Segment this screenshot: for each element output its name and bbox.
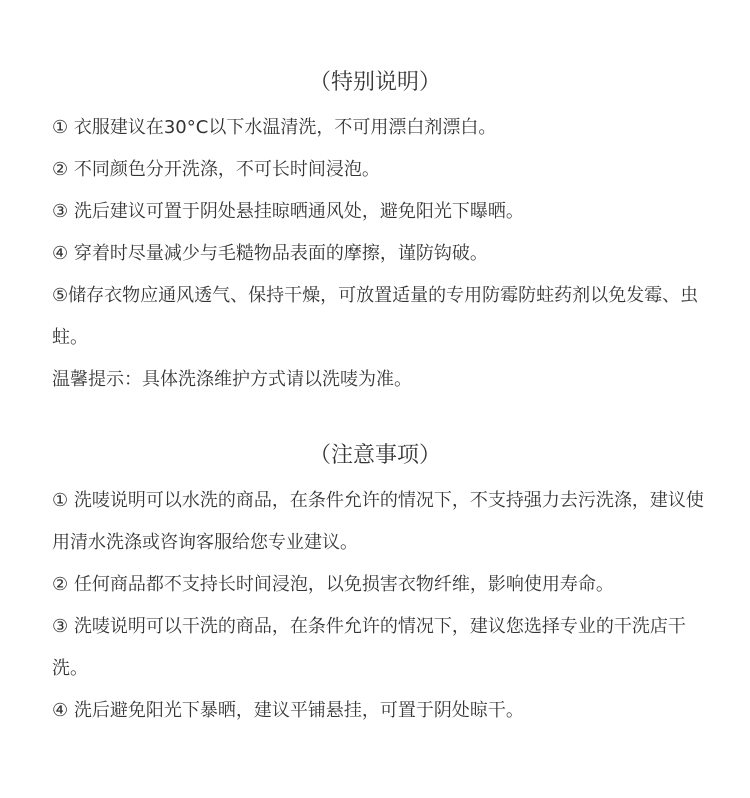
special-item-3: ③ 洗后建议可置于阴处悬挂晾晒通风处，避免阳光下曝晒。 (52, 201, 524, 222)
notice-item-2: ② 任何商品都不支持长时间浸泡，以免损害衣物纤维，影响使用寿命。 (52, 574, 614, 595)
warm-tip: 温馨提示：具体洗涤维护方式请以洗唛为准。 (52, 369, 412, 390)
notice-item-3: ③ 洗唛说明可以干洗的商品，在条件允许的情况下，建议您选择专业的干洗店干洗。 (52, 616, 686, 679)
notice-title: （注意事项） (308, 443, 441, 468)
special-item-2: ② 不同颜色分开洗涤，不可长时间浸泡。 (52, 159, 380, 180)
notice-list (0, 480, 750, 732)
special-instructions-section (0, 68, 750, 401)
special-instructions-title: （特别说明） (308, 70, 441, 95)
special-instructions-list (0, 107, 750, 401)
special-item-1: ① 衣服建议在30°C以下水温清洗，不可用漂白剂漂白。 (52, 117, 497, 138)
notice-item-1: ① 洗唛说明可以水洗的商品，在条件允许的情况下，不支持强力去污洗涤，建议使用清水洗涤或咨询客服给您专业建议。 (52, 490, 704, 553)
notice-item-4: ④ 洗后避免阳光下暴晒，建议平铺悬挂，可置于阴处晾干。 (52, 700, 524, 721)
special-item-5: ⑤储存衣物应通风透气、保持干燥，可放置适量的专用防霉防蛀药剂以免发霉、虫蛀。 (52, 285, 699, 348)
special-item-4: ④ 穿着时尽量减少与毛糙物品表面的摩擦，谨防钩破。 (52, 243, 488, 264)
notice-section (0, 441, 750, 732)
